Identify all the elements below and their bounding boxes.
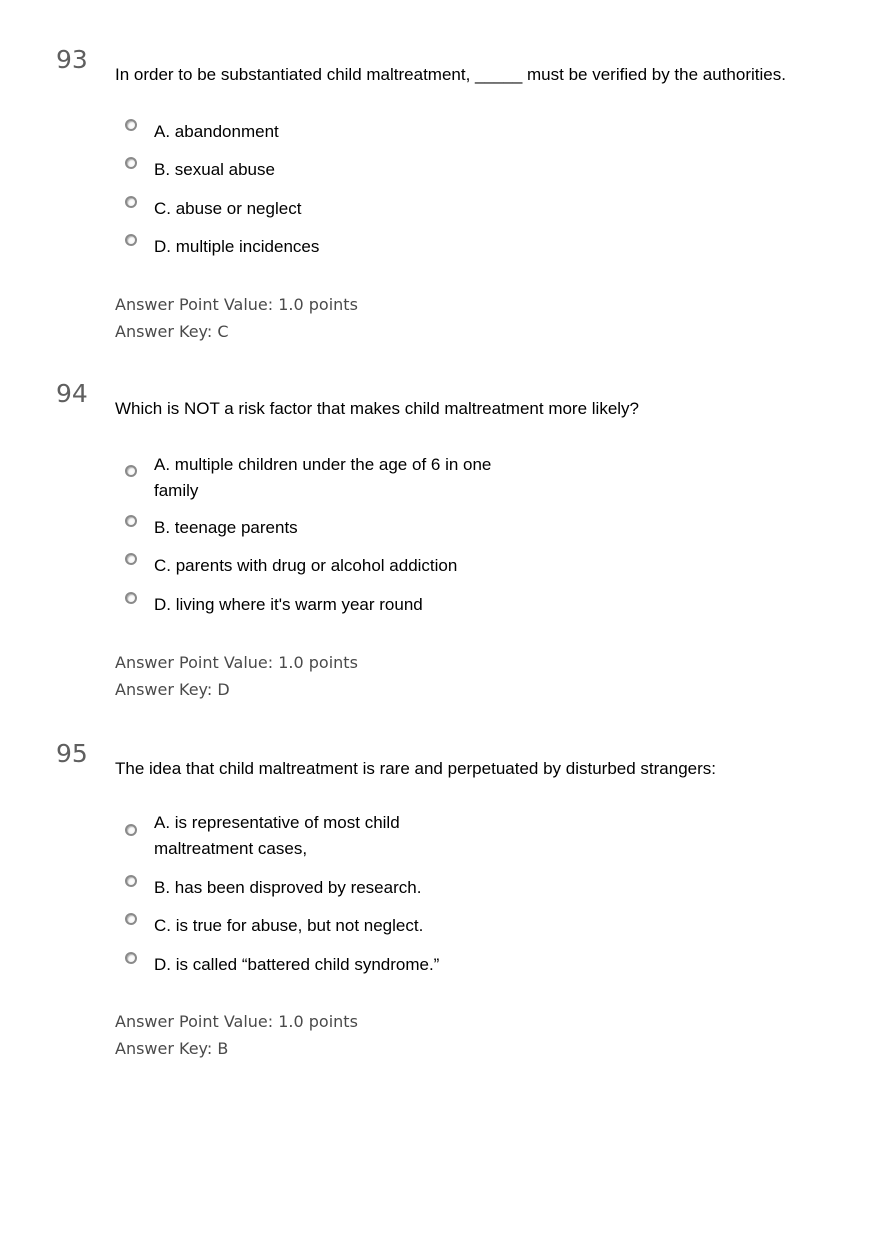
question-number: 93	[56, 45, 88, 74]
radio-button-icon[interactable]	[125, 875, 137, 887]
question-text: The idea that child maltreatment is rare and perpetuated by disturbed strangers:	[115, 759, 717, 778]
option-label: C. abuse or neglect	[154, 199, 302, 218]
radio-button-icon[interactable]	[125, 465, 137, 477]
question-text: Which is NOT a risk factor that makes child maltreatment more likely?	[115, 399, 640, 418]
option-label: C. is true for abuse, but not neglect.	[154, 916, 424, 935]
radio-button-icon[interactable]	[125, 157, 137, 169]
answer-key: Answer Key: B	[115, 1039, 229, 1058]
radio-button-icon[interactable]	[125, 515, 137, 527]
answer-key: Answer Key: D	[115, 680, 230, 699]
option-label: B. teenage parents	[154, 518, 298, 537]
answer-point-value: Answer Point Value: 1.0 points	[115, 295, 358, 314]
question-number: 94	[56, 379, 88, 408]
radio-button-icon[interactable]	[125, 824, 137, 836]
question-number: 95	[56, 739, 88, 768]
option-label: D. is called “battered child syndrome.”	[154, 955, 440, 974]
answer-key: Answer Key: C	[115, 322, 229, 341]
radio-button-icon[interactable]	[125, 553, 137, 565]
option-label: D. multiple incidences	[154, 237, 320, 256]
radio-button-icon[interactable]	[125, 913, 137, 925]
radio-button-icon[interactable]	[125, 119, 137, 131]
option-label: A. abandonment	[154, 122, 279, 141]
option-label: C. parents with drug or alcohol addiction	[154, 556, 458, 575]
radio-button-icon[interactable]	[125, 592, 137, 604]
option-label: A. multiple children under the age of 6 in one family	[154, 455, 492, 500]
option-label: A. is representative of most child maltreatment cases,	[154, 813, 400, 858]
option-label: B. sexual abuse	[154, 160, 275, 179]
radio-button-icon[interactable]	[125, 196, 137, 208]
radio-button-icon[interactable]	[125, 952, 137, 964]
answer-point-value: Answer Point Value: 1.0 points	[115, 653, 358, 672]
option-label: B. has been disproved by research.	[154, 878, 422, 897]
answer-point-value: Answer Point Value: 1.0 points	[115, 1012, 358, 1031]
radio-button-icon[interactable]	[125, 234, 137, 246]
option-label: D. living where it's warm year round	[154, 595, 423, 614]
question-text: In order to be substantiated child maltreatment, _____ must be verified by the authorities.	[115, 65, 786, 84]
